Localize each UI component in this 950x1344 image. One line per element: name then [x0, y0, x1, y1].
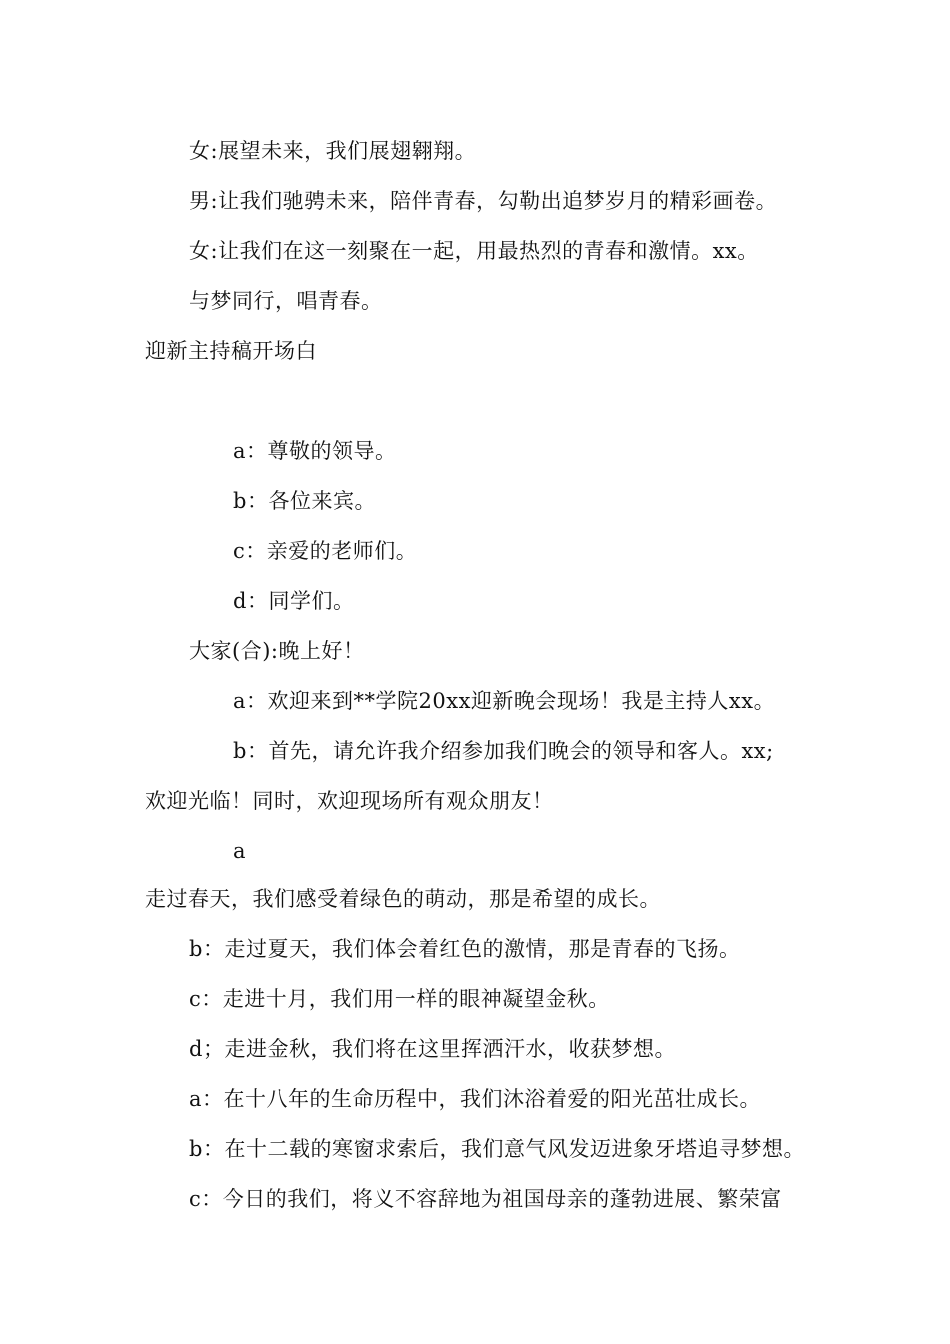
text-line: b：在十二载的寒窗求索后，我们意气风发迈进象牙塔追寻梦想。 — [189, 1137, 805, 1161]
text-line: a：欢迎来到**学院20xx迎新晚会现场！我是主持人xx。 — [233, 689, 776, 713]
text-line: 男:让我们驰骋未来，陪伴青春，勾勒出追梦岁月的精彩画卷。 — [189, 189, 778, 213]
section-heading: 迎新主持稿开场白 — [145, 339, 317, 363]
text-line: a — [233, 839, 247, 863]
text-line: d；走进金秋，我们将在这里挥洒汗水，收获梦想。 — [189, 1037, 676, 1061]
text-line: c：今日的我们，将义不容辞地为祖国母亲的蓬勃进展、繁荣富 — [189, 1187, 782, 1211]
text-line: 女:让我们在这一刻聚在一起，用最热烈的青春和激情。xx。 — [189, 239, 759, 263]
text-line: b：各位来宾。 — [233, 489, 376, 513]
text-line: d：同学们。 — [233, 589, 355, 613]
text-line: 走过春天，我们感受着绿色的萌动，那是希望的成长。 — [145, 887, 661, 911]
text-line: 女:展望未来，我们展翅翱翔。 — [189, 139, 477, 163]
text-line: 欢迎光临！同时，欢迎现场所有观众朋友！ — [145, 789, 554, 813]
text-line: 与梦同行，唱青春。 — [189, 289, 383, 313]
text-line: b：首先，请允许我介绍参加我们晚会的领导和客人。xx; — [233, 739, 774, 763]
text-line: a：尊敬的领导。 — [233, 439, 397, 463]
text-line: 大家(合):晚上好！ — [189, 639, 365, 663]
text-line: c：亲爱的老师们。 — [233, 539, 418, 563]
text-line: a：在十八年的生命历程中，我们沐浴着爱的阳光茁壮成长。 — [189, 1087, 762, 1111]
text-line: b：走过夏天，我们体会着红色的激情，那是青春的飞扬。 — [189, 937, 741, 961]
text-line: c：走进十月，我们用一样的眼神凝望金秋。 — [189, 987, 610, 1011]
